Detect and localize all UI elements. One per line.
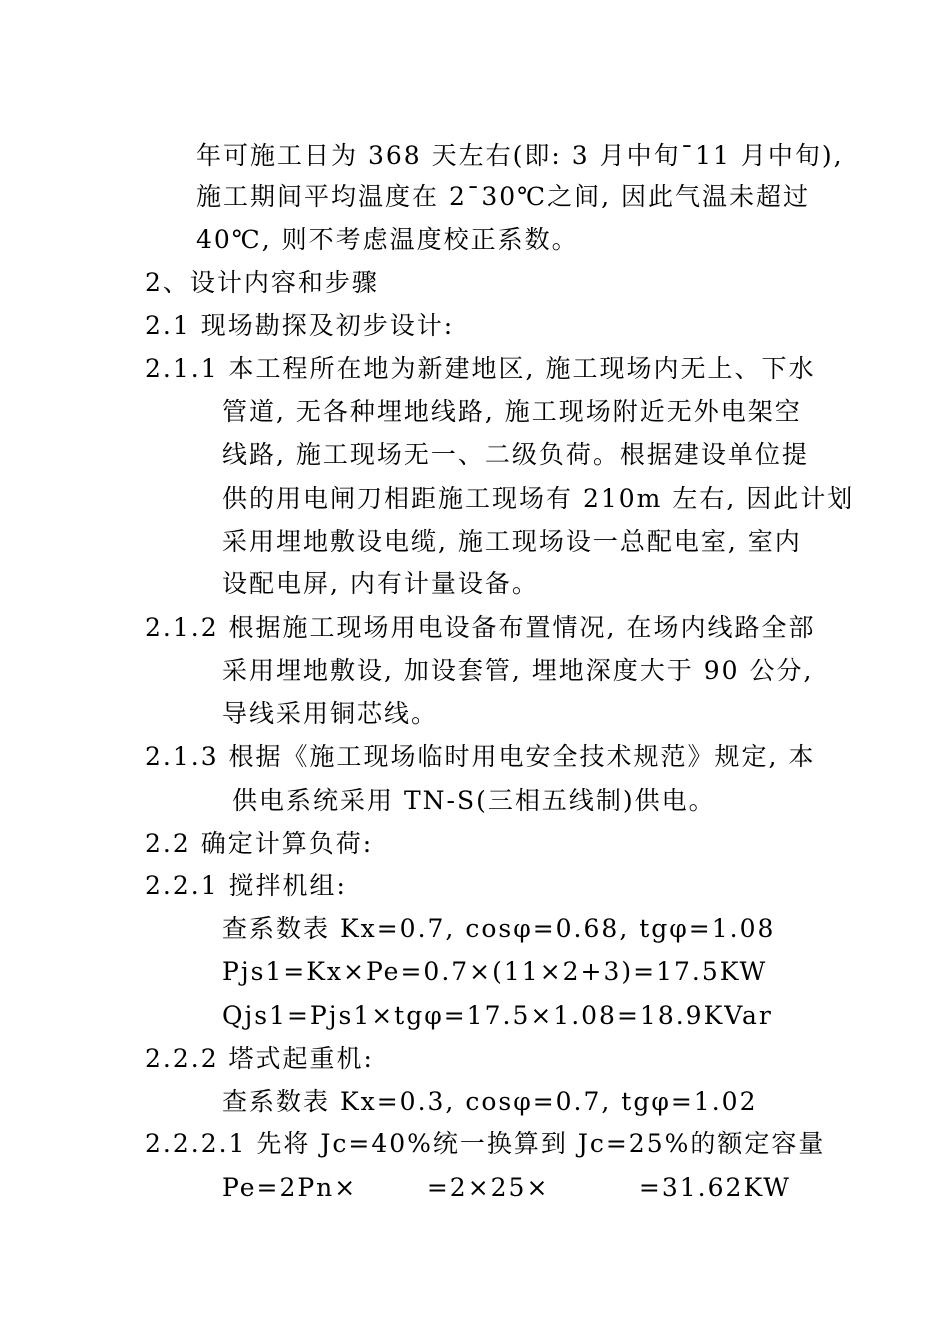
paragraph-2-1-2-line-2: 采用埋地敷设, 加设套管, 埋地深度大于 90 公分, bbox=[222, 656, 814, 685]
section-heading-2-2: 2.2 确定计算负荷: bbox=[145, 829, 374, 858]
paragraph-2-1-3-line-2: 供电系统采用 TN-S(三相五线制)供电。 bbox=[232, 786, 716, 815]
formula-line-1: 查系数表 Kx=0.7, cosφ=0.68, tgφ=1.08 bbox=[222, 914, 776, 943]
formula-line-4: 查系数表 Kx=0.3, cosφ=0.7, tgφ=1.02 bbox=[222, 1087, 758, 1116]
formula-line-3: Qjs1=Pjs1×tgφ=17.5×1.08=18.9KVar bbox=[222, 1001, 773, 1030]
paragraph-2-1-1-line-6: 设配电屏, 内有计量设备。 bbox=[222, 569, 539, 598]
subsection-heading-2-2-2: 2.2.2 塔式起重机: bbox=[145, 1044, 374, 1073]
text-line-3: 40℃, 则不考虑温度校正系数。 bbox=[196, 225, 579, 254]
subsection-heading-2-2-1: 2.2.1 搅拌机组: bbox=[145, 871, 347, 900]
section-heading-2-1: 2.1 现场勘探及初步设计: bbox=[145, 311, 455, 340]
subsection-heading-2-2-2-1: 2.2.2.1 先将 Jc=40%统一换算到 Jc=25%的额定容量 bbox=[145, 1129, 826, 1158]
paragraph-2-1-1-line-3: 线路, 施工现场无一、二级负荷。根据建设单位提 bbox=[222, 440, 809, 469]
paragraph-2-1-1-line-4: 供的用电闸刀相距施工现场有 210m 左右, 因此计划 bbox=[222, 484, 855, 513]
paragraph-2-1-1-line-5: 采用埋地敷设电缆, 施工现场设一总配电室, 室内 bbox=[222, 527, 802, 556]
formula-line-5: Pe=2Pn× =2×25× =31.62KW bbox=[222, 1173, 791, 1202]
paragraph-2-1-1-line-1: 2.1.1 本工程所在地为新建地区, 施工现场内无上、下水 bbox=[145, 354, 816, 383]
text-line-1: 年可施工日为 368 天左右(即: 3 月中旬¯11 月中旬), bbox=[196, 141, 844, 170]
paragraph-2-1-1-line-2: 管道, 无各种埋地线路, 施工现场附近无外电架空 bbox=[222, 397, 802, 426]
text-line-2: 施工期间平均温度在 2¯30℃之间, 因此气温未超过 bbox=[196, 182, 811, 211]
paragraph-2-1-2-line-1: 2.1.2 根据施工现场用电设备布置情况, 在场内线路全部 bbox=[145, 613, 816, 642]
paragraph-2-1-3-line-1: 2.1.3 根据《施工现场临时用电安全技术规范》规定, 本 bbox=[145, 742, 816, 771]
paragraph-2-1-2-line-3: 导线采用铜芯线。 bbox=[222, 699, 439, 728]
section-heading-2: 2、设计内容和步骤 bbox=[145, 268, 379, 297]
formula-line-2: Pjs1=Kx×Pe=0.7×(11×2+3)=17.5KW bbox=[222, 957, 768, 986]
